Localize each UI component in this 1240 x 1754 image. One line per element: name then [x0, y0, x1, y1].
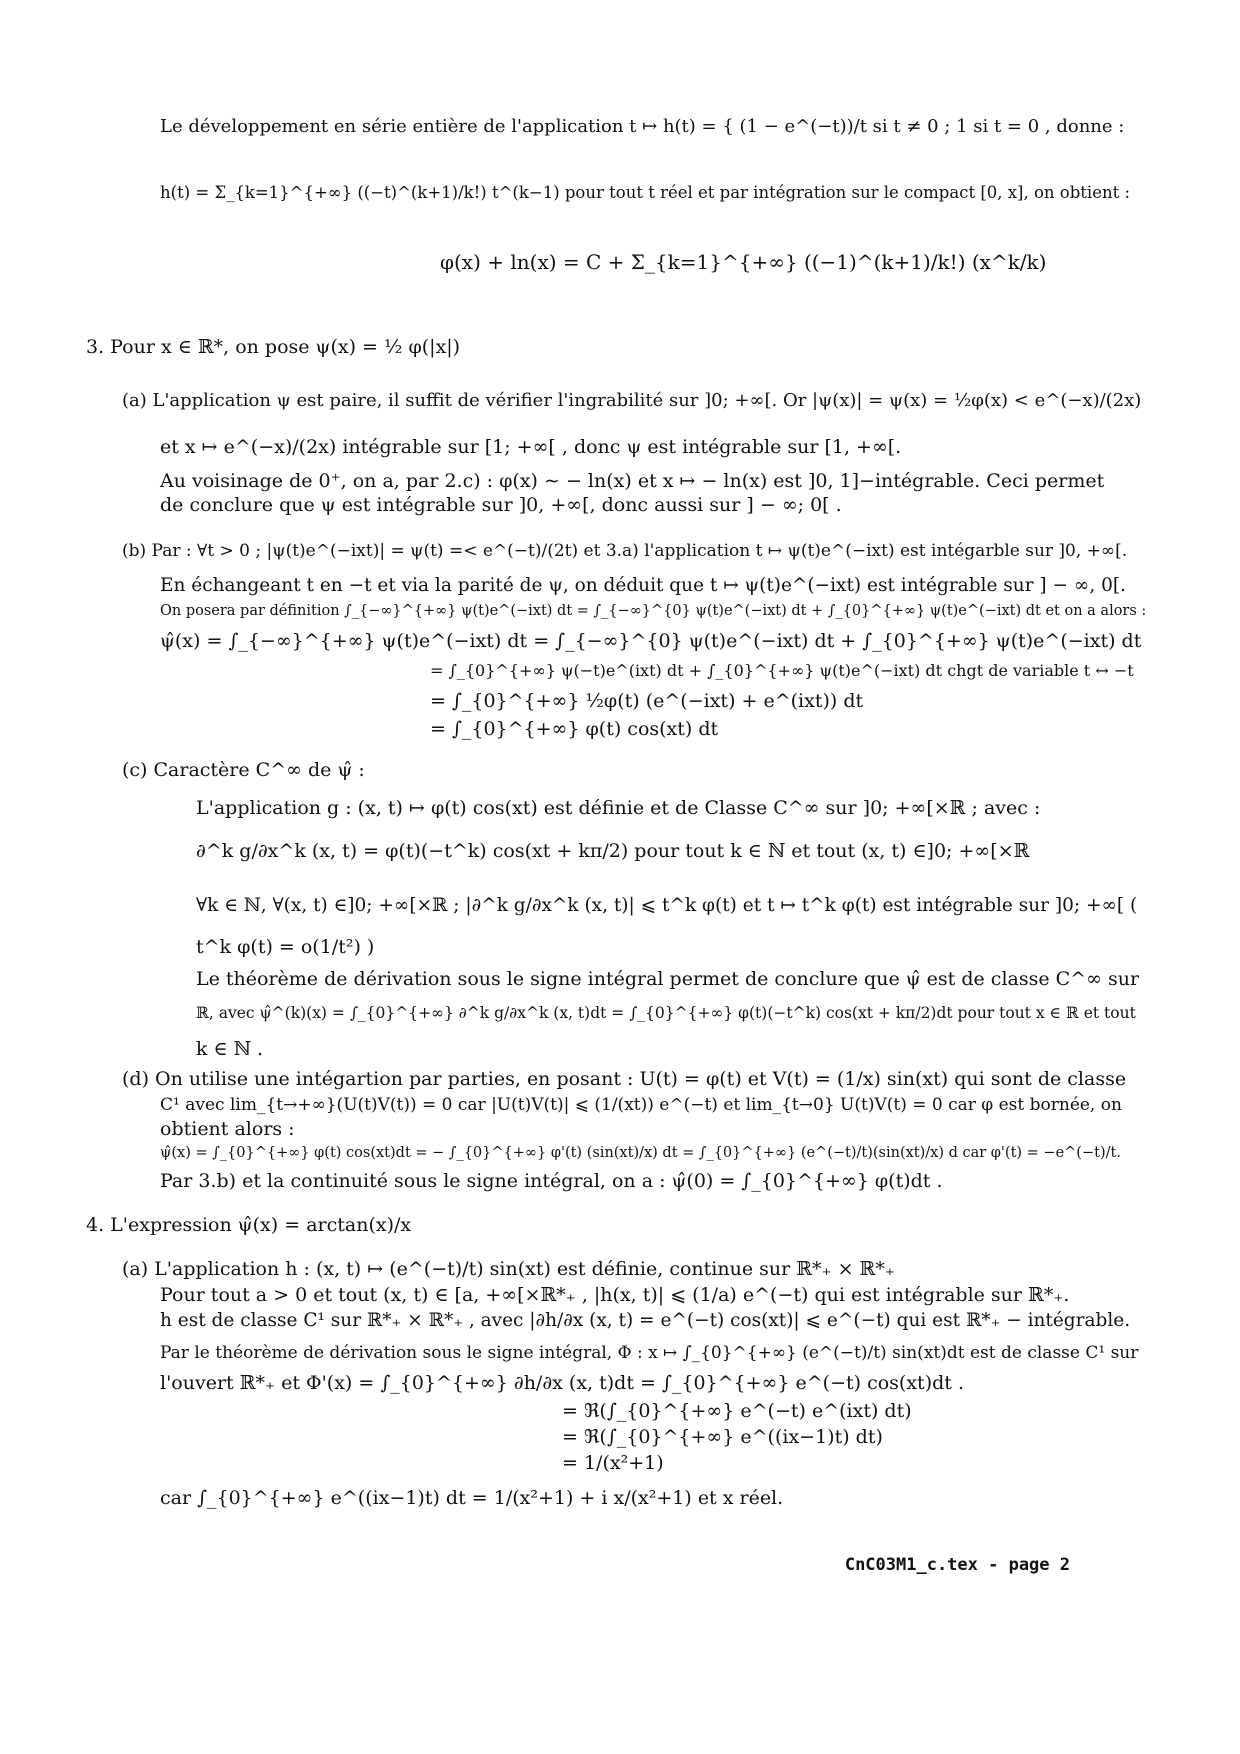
q3b-line-5: = ∫_{0}^{+∞} ψ(−t)e^(ixt) dt + ∫_{0}^{+∞} ψ(t)e^(−ixt) dt chgt de variable t ↔ −t	[430, 661, 1134, 680]
q3b-line-7: = ∫_{0}^{+∞} φ(t) cos(xt) dt	[430, 718, 719, 740]
q3a-line-2: et x ↦ e^(−x)/(2x) intégrable sur [1; +∞[ , donc ψ est intégrable sur [1, +∞[.	[160, 436, 902, 458]
q3c-line-8: k ∈ ℕ .	[196, 1038, 264, 1060]
q3d-line-5: Par 3.b) et la continuité sous le signe intégral, on a : ψ̂(0) = ∫_{0}^{+∞} φ(t)dt .	[160, 1170, 943, 1192]
q3d-line-4: ψ̂(x) = ∫_{0}^{+∞} φ(t) cos(xt)dt = − ∫_{0}^{+∞} φ'(t) (sin(xt)/x) dt = ∫_{0}^{+∞} (e^(−t)/t)(sin(xt)/x) d car φ'(t) = −e^(−t)/t.	[160, 1145, 1121, 1161]
q4a-line-6: = ℜ(∫_{0}^{+∞} e^(−t) e^(ixt) dt)	[562, 1400, 912, 1422]
q4a-line-5: l'ouvert ℝ*₊ et Φ'(x) = ∫_{0}^{+∞} ∂h/∂x (x, t)dt = ∫_{0}^{+∞} e^(−t) cos(xt)dt .	[160, 1372, 964, 1394]
q4a-line-1: (a) L'application h : (x, t) ↦ (e^(−t)/t) sin(xt) est définie, continue sur ℝ*₊ × ℝ*₊	[122, 1258, 895, 1280]
q4a-line-3: h est de classe C¹ sur ℝ*₊ × ℝ*₊ , avec |∂h/∂x (x, t) = e^(−t) cos(xt)| ⩽ e^(−t) qui est ℝ*₊ − intégrable.	[160, 1310, 1131, 1331]
q3a-line-1: (a) L'application ψ est paire, il suffit de vérifier l'ingrabilité sur ]0; +∞[. Or |ψ(x)| = ψ(x) = ½φ(x) < e^(−x)/(2x)	[122, 390, 1142, 411]
q3c-line-7: ℝ, avec ψ̂^(k)(x) = ∫_{0}^{+∞} ∂^k g/∂x^k (x, t)dt = ∫_{0}^{+∞} φ(t)(−t^k) cos(xt + kπ/2)dt pour tout x ∈ ℝ et tout	[196, 1004, 1136, 1022]
q3-heading: 3. Pour x ∈ ℝ*, on pose ψ(x) = ½ φ(|x|)	[86, 336, 461, 358]
q3c-line-2: L'application g : (x, t) ↦ φ(t) cos(xt) est définie et de Classe C^∞ sur ]0; +∞[×ℝ ; avec :	[196, 797, 1041, 819]
q3d-line-2: C¹ avec lim_{t→+∞}(U(t)V(t)) = 0 car |U(t)V(t)| ⩽ (1/(xt)) e^(−t) et lim_{t→0} U(t)V(t) = 0 car φ est bornée, on	[160, 1095, 1122, 1115]
q3b-line-3: On posera par définition ∫_{−∞}^{+∞} ψ(t)e^(−ixt) dt = ∫_{−∞}^{0} ψ(t)e^(−ixt) dt + ∫_{0}^{+∞} ψ(t)e^(−ixt) dt et on a alors :	[160, 603, 1147, 619]
q4a-line-4: Par le théorème de dérivation sous le signe intégral, Φ : x ↦ ∫_{0}^{+∞} (e^(−t)/t) sin(xt)dt est de classe C¹ sur	[160, 1343, 1139, 1363]
intro-line-1: Le développement en série entière de l'application t ↦ h(t) = { (1 − e^(−t))/t si t ≠ 0 ; 1 si t = 0 , donne :	[160, 116, 1125, 137]
q3b-line-6: = ∫_{0}^{+∞} ½φ(t) (e^(−ixt) + e^(ixt)) dt	[430, 690, 864, 712]
q3c-line-3: ∂^k g/∂x^k (x, t) = φ(t)(−t^k) cos(xt + kπ/2) pour tout k ∈ ℕ et tout (x, t) ∈]0; +∞[×ℝ	[196, 840, 1030, 862]
q3b-line-4: ψ̂(x) = ∫_{−∞}^{+∞} ψ(t)e^(−ixt) dt = ∫_{−∞}^{0} ψ(t)e^(−ixt) dt + ∫_{0}^{+∞} ψ(t)e^(−ixt) dt	[160, 630, 1142, 652]
q3c-line-1: (c) Caractère C^∞ de ψ̂ :	[122, 759, 365, 781]
q3a-line-3: Au voisinage de 0⁺, on a, par 2.c) : φ(x) ∼ − ln(x) et x ↦ − ln(x) est ]0, 1]−intégrable. Ceci permet	[160, 470, 1105, 492]
q4a-line-2: Pour tout a > 0 et tout (x, t) ∈ [a, +∞[×ℝ*₊ , |h(x, t)| ⩽ (1/a) e^(−t) qui est intégrable sur ℝ*₊.	[160, 1284, 1070, 1306]
page-footer: CnC03M1_c.tex - page 2	[844, 1555, 1070, 1575]
q3c-line-5: t^k φ(t) = o(1/t²) )	[196, 936, 375, 958]
intro-formula: φ(x) + ln(x) = C + Σ_{k=1}^{+∞} ((−1)^(k+1)/k!) (x^k/k)	[440, 250, 1047, 274]
q3d-line-3: obtient alors :	[160, 1118, 295, 1140]
q4-heading: 4. L'expression ψ̂(x) = arctan(x)/x	[86, 1214, 412, 1236]
q3c-line-4: ∀k ∈ ℕ, ∀(x, t) ∈]0; +∞[×ℝ ; |∂^k g/∂x^k (x, t)| ⩽ t^k φ(t) et t ↦ t^k φ(t) est intégrable sur ]0; +∞[ (	[196, 895, 1138, 916]
q4a-line-7: = ℜ(∫_{0}^{+∞} e^((ix−1)t) dt)	[562, 1426, 883, 1448]
q3b-line-2: En échangeant t en −t et via la parité de ψ, on déduit que t ↦ ψ(t)e^(−ixt) est intégrable sur ] − ∞, 0[.	[160, 575, 1126, 596]
q3c-line-6: Le théorème de dérivation sous le signe intégral permet de conclure que ψ̂ est de classe C^∞ sur	[196, 968, 1140, 990]
q3d-line-1: (d) On utilise une intégartion par parties, en posant : U(t) = φ(t) et V(t) = (1/x) sin(xt) qui sont de classe	[122, 1068, 1127, 1090]
q3b-line-1: (b) Par : ∀t > 0 ; |ψ(t)e^(−ixt)| = ψ(t) =< e^(−t)/(2t) et 3.a) l'application t ↦ ψ(t)e^(−ixt) est intégarble sur ]0, +∞[.	[122, 541, 1128, 561]
q3a-line-4: de conclure que ψ est intégrable sur ]0, +∞[, donc aussi sur ] − ∞; 0[ .	[160, 494, 842, 516]
q4a-line-8: = 1/(x²+1)	[562, 1452, 664, 1474]
intro-line-2: h(t) = Σ_{k=1}^{+∞} ((−t)^(k+1)/k!) t^(k−1) pour tout t réel et par intégration sur le compact [0, x], on obtient :	[160, 183, 1131, 202]
q4a-line-9: car ∫_{0}^{+∞} e^((ix−1)t) dt = 1/(x²+1) + i x/(x²+1) et x réel.	[160, 1487, 784, 1509]
